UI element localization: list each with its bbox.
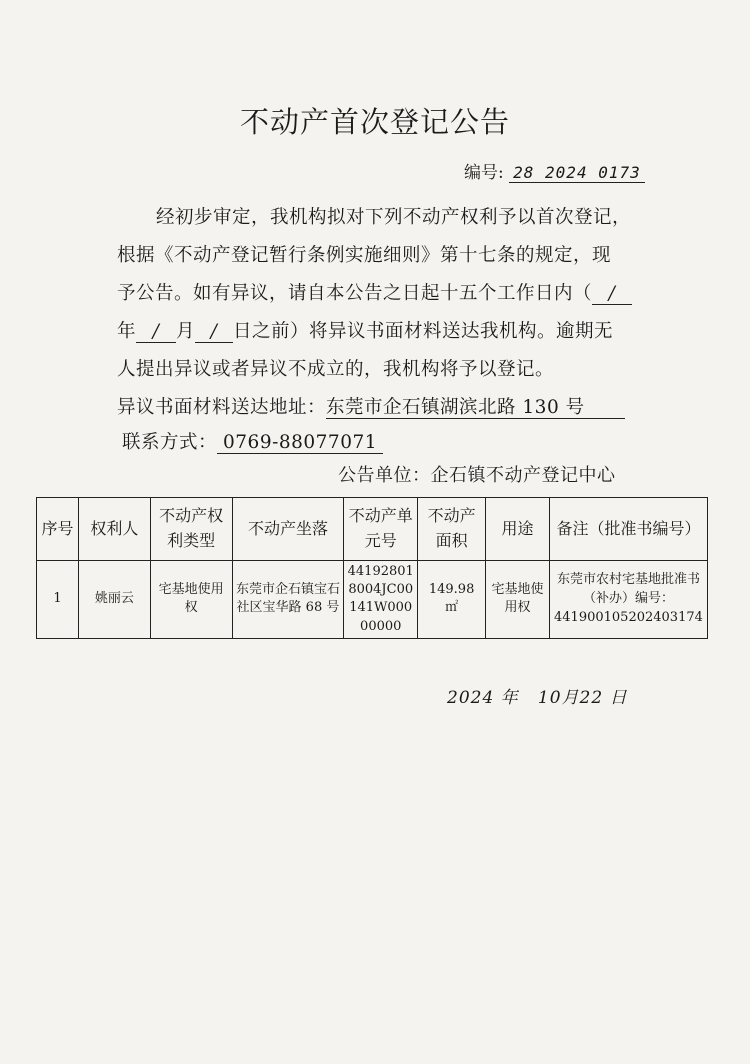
header-location: 不动产坐落 [232,498,344,561]
cell-index: 1 [37,561,79,639]
blank-start: / [592,283,632,305]
issuer: 公告单位：企石镇不动产登记中心 [338,465,616,486]
serial-value: 28 2024 0173 [509,163,645,183]
header-right-type: 不动产权利类型 [150,498,232,561]
registration-table [36,497,708,639]
body-line-2: 根据《不动产登记暂行条例实施细则》第十七条的规定，现 [117,245,612,266]
body-line-5: 人提出异议或者异议不成立的，我机构将予以登记。 [117,359,555,380]
cell-location: 东莞市企石镇宝石社区宝华路 68 号 [232,561,344,639]
serial-number [464,158,645,183]
body-line-1: 经初步审定，我机构拟对下列不动产权利予以首次登记， [156,207,632,228]
cell-remarks: 东莞市农村宅基地批准书（补办）编号：441900105202403174 [549,561,707,639]
signature-date [447,683,628,708]
serial-label: 编号: [464,163,504,183]
date-day-unit: 日 [609,688,628,708]
cell-area: 149.98 ㎡ [418,561,486,639]
address-line [117,393,625,419]
header-usage: 用途 [486,498,550,561]
year-unit: 年 [117,321,137,342]
cell-usage: 宅基地使用权 [486,561,550,639]
body-line-3 [117,279,632,305]
date-month-day: 10月22 [537,688,604,708]
contact-value: 0769-88077071 [217,432,383,454]
cell-unit-number: 441928018004JC00141W00000000 [344,561,418,639]
blank-day: / [195,321,233,343]
header-remarks: 备注（批准书编号） [549,498,707,561]
header-unit-number: 不动产单元号 [344,498,418,561]
body-line-4-text: 日之前）将异议书面材料送达我机构。逾期无 [233,321,614,342]
header-area: 不动产面积 [418,498,486,561]
contact-label: 联系方式： [122,432,218,453]
cell-holder: 姚丽云 [78,561,150,639]
body-line-4 [117,317,613,343]
header-index: 序号 [37,498,79,561]
date-year-unit: 年 [500,688,519,708]
body-line-3-text: 予公告。如有异议，请自本公告之日起十五个工作日内（ [117,283,593,304]
cell-right-type: 宅基地使用权 [150,561,232,639]
address-label: 异议书面材料送达地址： [117,397,327,418]
address-value: 东莞市企石镇湖滨北路 130 号 [326,397,625,419]
table-row [37,561,708,639]
page-title: 不动产首次登记公告 [239,105,510,139]
header-holder: 权利人 [78,498,150,561]
date-year: 2024 [447,688,495,708]
blank-month: / [136,321,176,343]
table-header-row [37,498,708,561]
month-unit: 月 [176,321,196,342]
contact-line [122,428,383,454]
